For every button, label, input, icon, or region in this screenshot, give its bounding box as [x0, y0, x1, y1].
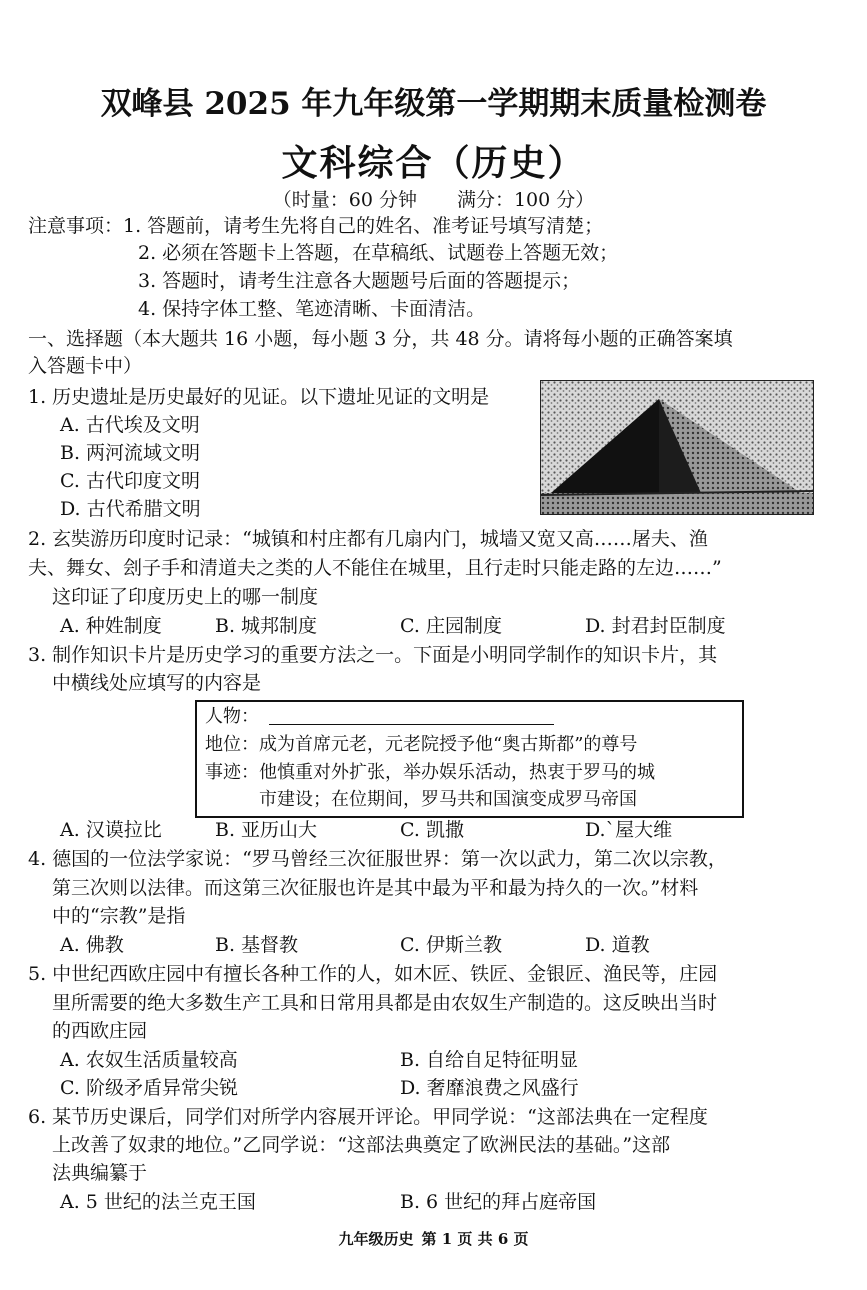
note-item: 4. 保持字体工整、笔迹清晰、卡面清洁。 — [138, 298, 486, 320]
question-4-line: 中的“宗教”是指 — [52, 905, 186, 927]
q5-option-a: A. 农奴生活质量较高 — [60, 1049, 238, 1071]
q5-option-c: C. 阶级矛盾异常尖锐 — [60, 1077, 238, 1099]
q5-option-b: B. 自给自足特征明显 — [400, 1049, 579, 1071]
question-6-line: 6. 某节历史课后，同学们对所学内容展开评论。甲同学说：“这部法典在一定程度 — [28, 1106, 708, 1128]
card-person-label: 人物： — [205, 706, 259, 727]
note-item: 2. 必须在答题卡上答题，在草稿纸、试题卷上答题无效； — [138, 242, 619, 264]
question-4-line: 4. 德国的一位法学家说：“罗马曾经三次征服世界：第一次以武力，第二次以宗教， — [28, 848, 727, 870]
question-4-line: 第三次则以法律。而这第三次征服也许是其中最为平和最为持久的一次。”材料 — [52, 877, 699, 899]
q6-option-b: B. 6 世纪的拜占庭帝国 — [400, 1191, 597, 1213]
q4-option-a: A. 佛教 — [60, 934, 124, 956]
question-6-line: 法典编纂于 — [52, 1162, 148, 1184]
question-1-stem: 1. 历史遗址是历史最好的见证。以下遗址见证的文明是 — [28, 386, 490, 408]
section-heading-cont: 入答题卡中） — [28, 355, 143, 377]
footer-grade: 九年级历史 — [338, 1230, 414, 1248]
exam-time: （时量：60 分钟 — [272, 189, 417, 211]
question-6-line: 上改善了奴隶的地位。”乙同学说：“这部法典奠定了欧洲民法的基础。”这部 — [52, 1134, 671, 1156]
q2-option-d: D. 封君封臣制度 — [585, 615, 726, 637]
card-status: 地位：成为首席元老，元老院授予他“奥古斯都”的尊号 — [205, 734, 638, 755]
q4-option-d: D. 道教 — [585, 934, 650, 956]
exam-title: 双峰县 2025 年九年级第一学期期末质量检测卷 — [100, 86, 767, 122]
q4-option-c: C. 伊斯兰教 — [400, 934, 502, 956]
q6-option-a: A. 5 世纪的法兰克王国 — [60, 1191, 256, 1213]
q3-option-d: D.`屋大维 — [585, 819, 673, 841]
q2-option-b: B. 城邦制度 — [215, 615, 318, 637]
subject-title: 文科综合（历史） — [281, 142, 586, 184]
q1-option-d: D. 古代希腊文明 — [60, 498, 201, 520]
note-item: 3. 答题时，请考生注意各大题题号后面的答题提示； — [138, 270, 581, 292]
question-5-line: 的西欧庄园 — [52, 1020, 148, 1042]
exam-full-score: 满分：100 分） — [456, 189, 595, 211]
q1-option-a: A. 古代埃及文明 — [60, 414, 200, 436]
question-2-line: 这印证了印度历史上的哪一制度 — [52, 586, 319, 608]
q3-option-a: A. 汉谟拉比 — [60, 819, 162, 841]
q1-option-b: B. 两河流域文明 — [60, 442, 201, 464]
question-3-line: 3. 制作知识卡片是历史学习的重要方法之一。下面是小明同学制作的知识卡片，其 — [28, 644, 718, 666]
knowledge-card — [195, 700, 744, 818]
q5-option-d: D. 奢靡浪费之风盛行 — [400, 1077, 579, 1099]
q2-option-c: C. 庄园制度 — [400, 615, 502, 637]
question-2-line: 2. 玄奘游历印度时记录：“城镇和村庄都有几扇内门，城墙又宽又高……屠夫、渔 — [28, 528, 708, 550]
card-deeds-cont: 市建设；在位期间，罗马共和国演变成罗马帝国 — [259, 789, 637, 810]
pyramid-photo — [540, 380, 814, 515]
q3-option-b: B. 亚历山大 — [215, 819, 318, 841]
q4-option-b: B. 基督教 — [215, 934, 299, 956]
notes-heading: 注意事项：1. 答题前，请考生先将自己的姓名、准考证号填写清楚； — [28, 215, 604, 237]
q2-option-a: A. 种姓制度 — [60, 615, 162, 637]
q3-option-c: C. 凯撒 — [400, 819, 464, 841]
card-fill-blank — [269, 724, 554, 725]
card-deeds: 事迹：他慎重对外扩张，举办娱乐活动，热衷于罗马的城 — [205, 762, 655, 783]
section-heading: 一、选择题（本大题共 16 小题，每小题 3 分，共 48 分。请将每小题的正确答案填 — [28, 328, 733, 350]
question-2-line: 夫、舞女、刽子手和清道夫之类的人不能住在城里，且行走时只能走路的左边……” — [28, 557, 722, 579]
page-footer — [0, 1228, 867, 1249]
question-5-line: 5. 中世纪西欧庄园中有擅长各种工作的人，如木匠、铁匠、金银匠、渔民等，庄园 — [28, 963, 718, 985]
exam-time-score — [0, 185, 867, 212]
q1-option-c: C. 古代印度文明 — [60, 470, 200, 492]
question-5-line: 里所需要的绝大多数生产工具和日常用具都是由农奴生产制造的。这反映出当时 — [52, 992, 718, 1014]
footer-page-number: 第 1 页 共 6 页 — [421, 1230, 529, 1248]
question-3-line: 中横线处应填写的内容是 — [52, 672, 262, 694]
